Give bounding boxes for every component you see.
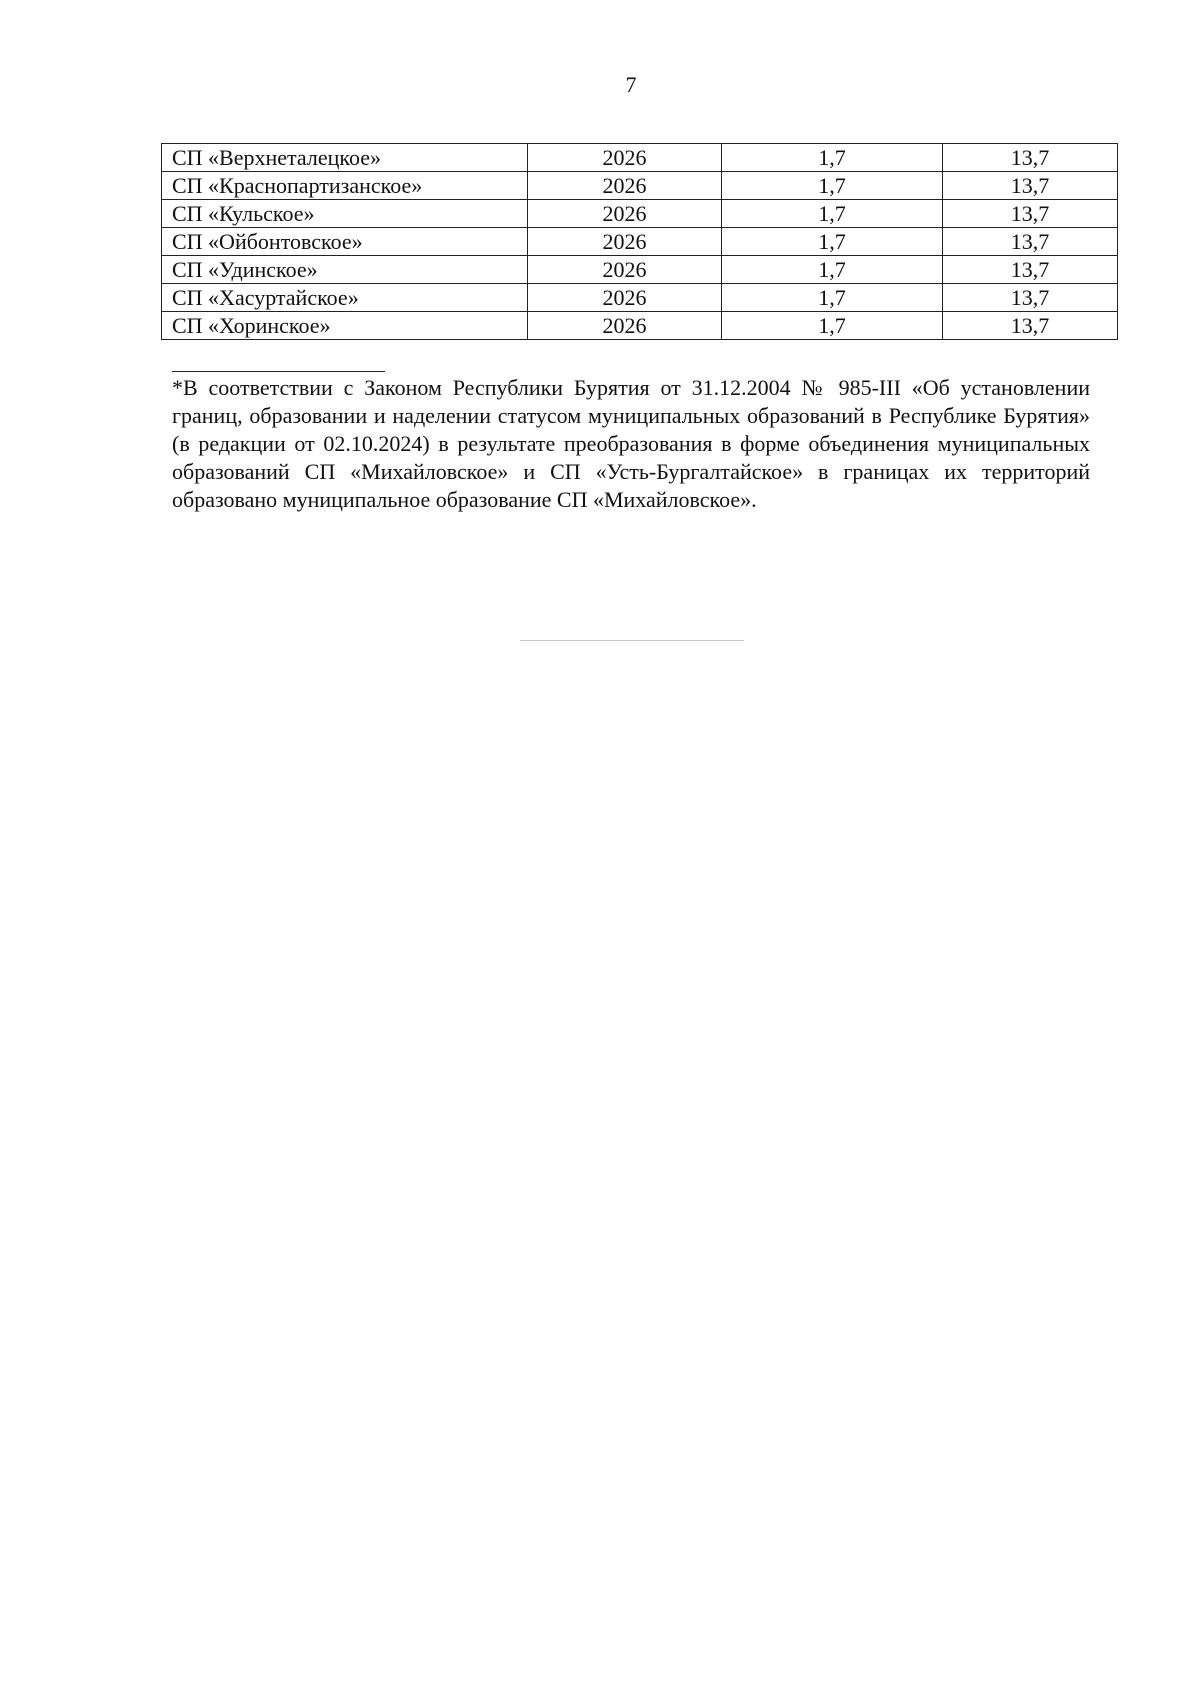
- footnote-separator: [172, 371, 385, 372]
- value-cell: 13,7: [943, 228, 1118, 256]
- footnote-text: *В соответствии с Законом Республики Бурятия от 31.12.2004 № 985-III «Об установлении границ, образовании и наделении статусом муниципальных образований в Республике Бурятия» (в редакции от 02.10.2024) в результате преобразования в форме объединения муниципальных образований СП «Михайловское» и СП «Усть-Бургалтайское» в границах их территорий образовано муниципальное образование СП «Михайловское».: [172, 375, 1090, 512]
- table-row: [162, 284, 1118, 312]
- settlement-name-cell: СП «Удинское»: [162, 256, 528, 284]
- value-cell: 13,7: [943, 312, 1118, 340]
- year-cell: 2026: [528, 312, 722, 340]
- table-row: [162, 172, 1118, 200]
- value-cell: 1,7: [722, 256, 943, 284]
- year-cell: 2026: [528, 172, 722, 200]
- value-cell: 13,7: [943, 172, 1118, 200]
- year-cell: 2026: [528, 284, 722, 312]
- settlement-name-cell: СП «Верхнеталецкое»: [162, 144, 528, 172]
- value-cell: 13,7: [943, 200, 1118, 228]
- settlements-table: [161, 143, 1118, 340]
- value-cell: 1,7: [722, 228, 943, 256]
- value-cell: 13,7: [943, 284, 1118, 312]
- settlement-name-cell: СП «Ойбонтовское»: [162, 228, 528, 256]
- value-cell: 13,7: [943, 256, 1118, 284]
- table-row: [162, 228, 1118, 256]
- table-row: [162, 312, 1118, 340]
- page-number: 7: [625, 72, 637, 97]
- settlement-name-cell: СП «Хоринское»: [162, 312, 528, 340]
- settlement-name-cell: СП «Краснопартизанское»: [162, 172, 528, 200]
- value-cell: 13,7: [943, 144, 1118, 172]
- value-cell: 1,7: [722, 200, 943, 228]
- year-cell: 2026: [528, 200, 722, 228]
- table-row: [162, 200, 1118, 228]
- table-row: [162, 144, 1118, 172]
- value-cell: 1,7: [722, 312, 943, 340]
- settlement-name-cell: СП «Хасуртайское»: [162, 284, 528, 312]
- settlement-name-cell: СП «Кульское»: [162, 200, 528, 228]
- value-cell: 1,7: [722, 144, 943, 172]
- end-of-document-line: [520, 640, 744, 641]
- table-row: [162, 256, 1118, 284]
- year-cell: 2026: [528, 228, 722, 256]
- year-cell: 2026: [528, 144, 722, 172]
- value-cell: 1,7: [722, 172, 943, 200]
- year-cell: 2026: [528, 256, 722, 284]
- value-cell: 1,7: [722, 284, 943, 312]
